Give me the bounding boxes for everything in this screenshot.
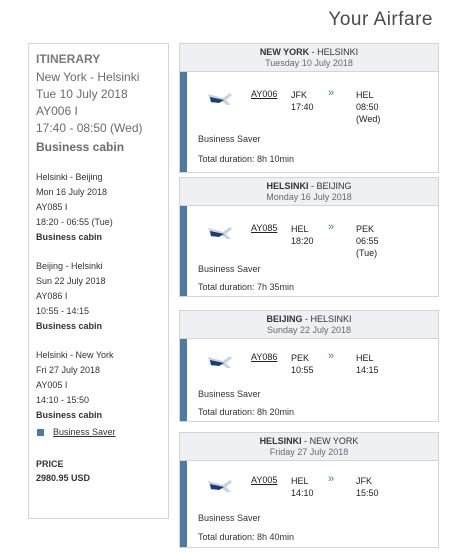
itinerary-main-leg — [36, 69, 161, 156]
flight-card-header — [180, 311, 438, 339]
flight-card — [179, 177, 439, 297]
leg-time: 10:55 - 14:15 — [36, 306, 90, 316]
arrival-info: PEK 06:55 (Tue) — [356, 224, 379, 258]
flight-number-link[interactable]: AY005 — [251, 475, 278, 485]
leg-date: Sun 22 July 2018 — [36, 276, 106, 286]
flight-card-route: BEIJING - HELSINKI — [266, 314, 352, 324]
leg-flight: AY085 I — [36, 202, 68, 212]
leg-route: Helsinki - New York — [36, 350, 114, 360]
departure-info: HEL 18:20 — [291, 224, 314, 246]
fare-type: Business Saver — [198, 134, 261, 144]
flight-card-date: Tuesday 10 July 2018 — [265, 58, 353, 68]
itinerary-route: New York - Helsinki — [36, 70, 140, 84]
leg-flight: AY086 I — [36, 291, 68, 301]
leg-date: Mon 16 July 2018 — [36, 187, 108, 197]
leg-time: 14:10 - 15:50 — [36, 395, 90, 405]
departure-info: PEK 10:55 — [291, 353, 314, 375]
arrival-info: HEL 08:50 (Wed) — [356, 90, 381, 124]
flight-segment — [180, 461, 438, 509]
flight-card-date: Friday 27 July 2018 — [269, 447, 349, 457]
total-duration: Total duration: 7h 35min — [198, 282, 295, 292]
flight-card-header — [180, 433, 438, 461]
total-duration: Total duration: 8h 10min — [198, 154, 295, 164]
flight-card — [179, 310, 439, 422]
flight-segment — [180, 72, 438, 128]
finnair-tail-icon — [207, 224, 233, 242]
double-chevron-right-icon: » — [328, 87, 334, 99]
departure-info: HEL 14:10 — [291, 476, 314, 498]
flight-card — [179, 43, 439, 173]
fare-type: Business Saver — [198, 264, 261, 274]
fare-type: Business Saver — [198, 513, 261, 523]
business-saver-link[interactable]: Business Saver — [53, 427, 116, 437]
flight-card-body — [180, 461, 438, 547]
flight-card-route: HELSINKI - NEW YORK — [259, 436, 359, 446]
flight-card-body — [180, 72, 438, 172]
finnair-tail-icon — [207, 90, 233, 108]
flight-card-date: Sunday 22 July 2018 — [266, 325, 352, 335]
flight-number-link[interactable]: AY006 — [251, 89, 278, 99]
fare-type: Business Saver — [198, 389, 261, 399]
price-label: PRICE — [36, 459, 64, 469]
total-duration: Total duration: 8h 40min — [198, 532, 295, 542]
leg-time: 18:20 - 06:55 (Tue) — [36, 217, 113, 227]
leg-flight: AY005 I — [36, 380, 68, 390]
itinerary-date: Tue 10 July 2018 — [36, 87, 128, 101]
flight-card-header — [180, 44, 438, 72]
finnair-tail-icon — [207, 477, 233, 495]
arrival-info: HEL 14:15 — [356, 353, 379, 375]
flight-card-route: NEW YORK - HELSINKI — [259, 47, 359, 57]
total-duration: Total duration: 8h 20min — [198, 407, 295, 417]
double-chevron-right-icon: » — [328, 473, 334, 485]
flight-card-header — [180, 178, 438, 206]
double-chevron-right-icon: » — [328, 221, 334, 233]
finnair-tail-icon — [207, 353, 233, 371]
flight-card-body — [180, 339, 438, 421]
itinerary-time: 17:40 - 08:50 (Wed) — [36, 121, 143, 135]
itinerary-cabin: Business cabin — [36, 140, 125, 154]
flight-number-link[interactable]: AY086 — [251, 352, 278, 362]
leg-route: Beijing - Helsinki — [36, 261, 103, 271]
arrival-info: JFK 15:50 — [356, 476, 379, 498]
itinerary-flight: AY006 I — [36, 104, 78, 118]
itinerary-leg — [36, 348, 161, 423]
flight-segment — [180, 206, 438, 262]
leg-route: Helsinki - Beijing — [36, 172, 103, 182]
double-chevron-right-icon: » — [328, 350, 334, 362]
flight-card-date: Monday 16 July 2018 — [266, 192, 352, 202]
fare-type-row — [36, 427, 161, 437]
flight-number-link[interactable]: AY085 — [251, 223, 278, 233]
leg-cabin: Business cabin — [36, 321, 103, 331]
leg-date: Fri 27 July 2018 — [36, 365, 101, 375]
price-value: 2980.95 USD — [36, 473, 91, 483]
flight-card-body — [180, 206, 438, 296]
itinerary-panel — [28, 43, 169, 519]
itinerary-leg — [36, 170, 161, 245]
flight-segment — [180, 339, 438, 387]
flight-card-route: HELSINKI - BEIJING — [266, 181, 352, 191]
leg-cabin: Business cabin — [36, 410, 103, 420]
page-title: Your Airfare — [328, 9, 433, 30]
departure-info: JFK 17:40 — [291, 90, 314, 112]
fare-legend-square-icon — [37, 429, 44, 436]
flight-card — [179, 432, 439, 548]
itinerary-leg — [36, 259, 161, 334]
itinerary-heading: ITINERARY — [36, 52, 101, 66]
leg-cabin: Business cabin — [36, 232, 103, 242]
